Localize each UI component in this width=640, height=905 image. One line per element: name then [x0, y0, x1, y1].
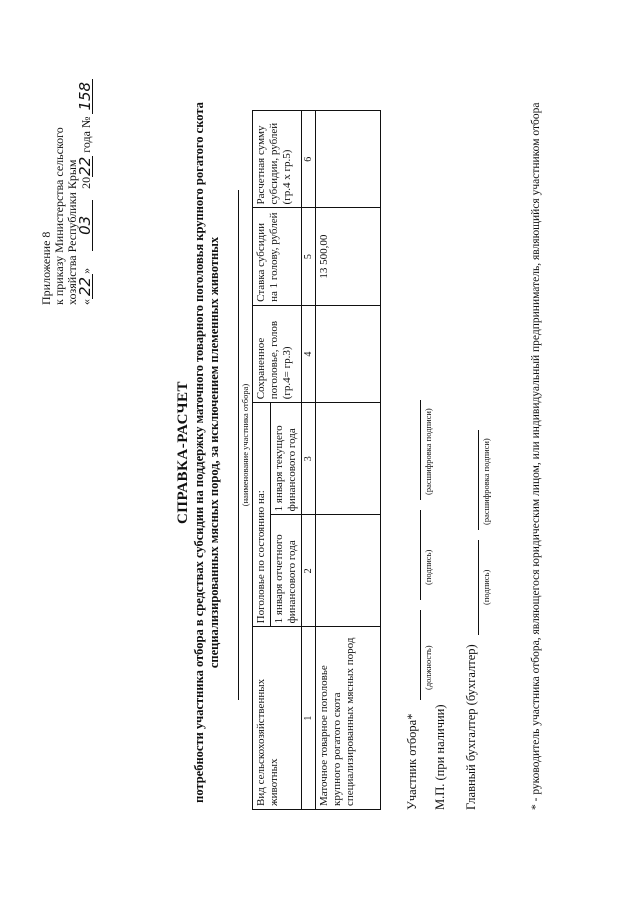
column-number: 1 [302, 627, 316, 810]
participant-signature-field[interactable] [420, 510, 421, 600]
header-jan1-current-year: 1 января текущего финансового года [271, 403, 302, 515]
calculation-table [252, 110, 381, 810]
header-calculated-sum: Расчетная сумму субсидии, рублей (гр.4 х гр.5) [253, 111, 302, 208]
header-subsidy-rate: Ставка субсидии на 1 голову, рублей [253, 208, 302, 305]
jan1-current-year-cell[interactable] [316, 403, 381, 515]
document-title: СПРАВКА-РАСЧЕТ [175, 380, 191, 525]
header-preserved-livestock: Сохраненное поголовье, голов (гр.4= гр.3) [253, 305, 302, 402]
seal-label: М.П. (при наличии) [433, 704, 447, 810]
appendix-line-2: к приказу Министерства сельского [52, 127, 66, 305]
participant-label: Участник отбора* [405, 713, 419, 810]
header-jan1-reporting-year: 1 января отчетного финансового года [271, 515, 302, 627]
date-quote-close: » [79, 267, 93, 274]
subsidy-rate-cell: 13 500,00 [316, 208, 381, 305]
document-subtitle-2: специализированных мясных пород, за исключением племенных животных [207, 236, 221, 669]
handwritten-day: 22 [79, 274, 93, 299]
animal-type-cell: Маточное товарное поголовье крупного рогатого скота специализированных мясных пород [316, 627, 381, 810]
appendix-block [40, 55, 93, 305]
year-prefix: 20 [79, 176, 93, 189]
column-number: 4 [302, 305, 316, 402]
calculated-sum-cell[interactable] [316, 111, 381, 208]
participant-decoding-field[interactable] [420, 400, 421, 500]
header-livestock-group: Поголовье по состоянию на: [253, 403, 271, 627]
document-subtitle-1: потребности участника отбора в средствах субсидии на поддержку маточного товарного поголовья крупного рогатого скота [192, 102, 206, 803]
accountant-signature-caption: (подпись) [481, 569, 491, 605]
column-number: 2 [302, 515, 316, 627]
table-header-row-1 [253, 111, 271, 810]
accountant-decoding-caption: (расшифровка подписи) [481, 438, 491, 525]
preserved-livestock-cell[interactable] [316, 305, 381, 402]
position-caption: (должность) [423, 645, 433, 690]
position-field[interactable] [420, 610, 421, 700]
signature-caption: (подпись) [423, 549, 433, 585]
table-column-numbers-row [302, 111, 316, 810]
appendix-line-1: Приложение 8 [39, 231, 53, 305]
participant-name-field[interactable] [238, 190, 239, 700]
handwritten-year: 22 [76, 156, 94, 176]
decoding-caption: (расшифровка подписи) [423, 408, 433, 495]
accountant-decoding-field[interactable] [478, 430, 479, 530]
table-row [316, 111, 381, 810]
jan1-reporting-year-cell[interactable] [316, 515, 381, 627]
header-animal-type: Вид сельскохозяйственных животных [253, 627, 302, 810]
column-number: 5 [302, 208, 316, 305]
appendix-date-line [76, 55, 94, 305]
handwritten-month: 03 [79, 200, 93, 251]
appendix-line-3: хозяйства Республики Крым [65, 159, 79, 305]
year-word: года № [79, 116, 93, 153]
accountant-signature-field[interactable] [478, 540, 479, 635]
date-quote-open: « [79, 299, 93, 305]
handwritten-order-number: 158 [79, 79, 93, 114]
participant-name-caption: (наименование участника отбора) [240, 383, 250, 507]
footnote: * - руководитель участника отбора, являющегося юридическим лицом, или индивидуальный предприниматель, являющийся участником отбора [530, 102, 542, 810]
column-number: 6 [302, 111, 316, 208]
accountant-label: Главный бухгалтер (бухгалтер) [464, 644, 478, 810]
column-number: 3 [302, 403, 316, 515]
